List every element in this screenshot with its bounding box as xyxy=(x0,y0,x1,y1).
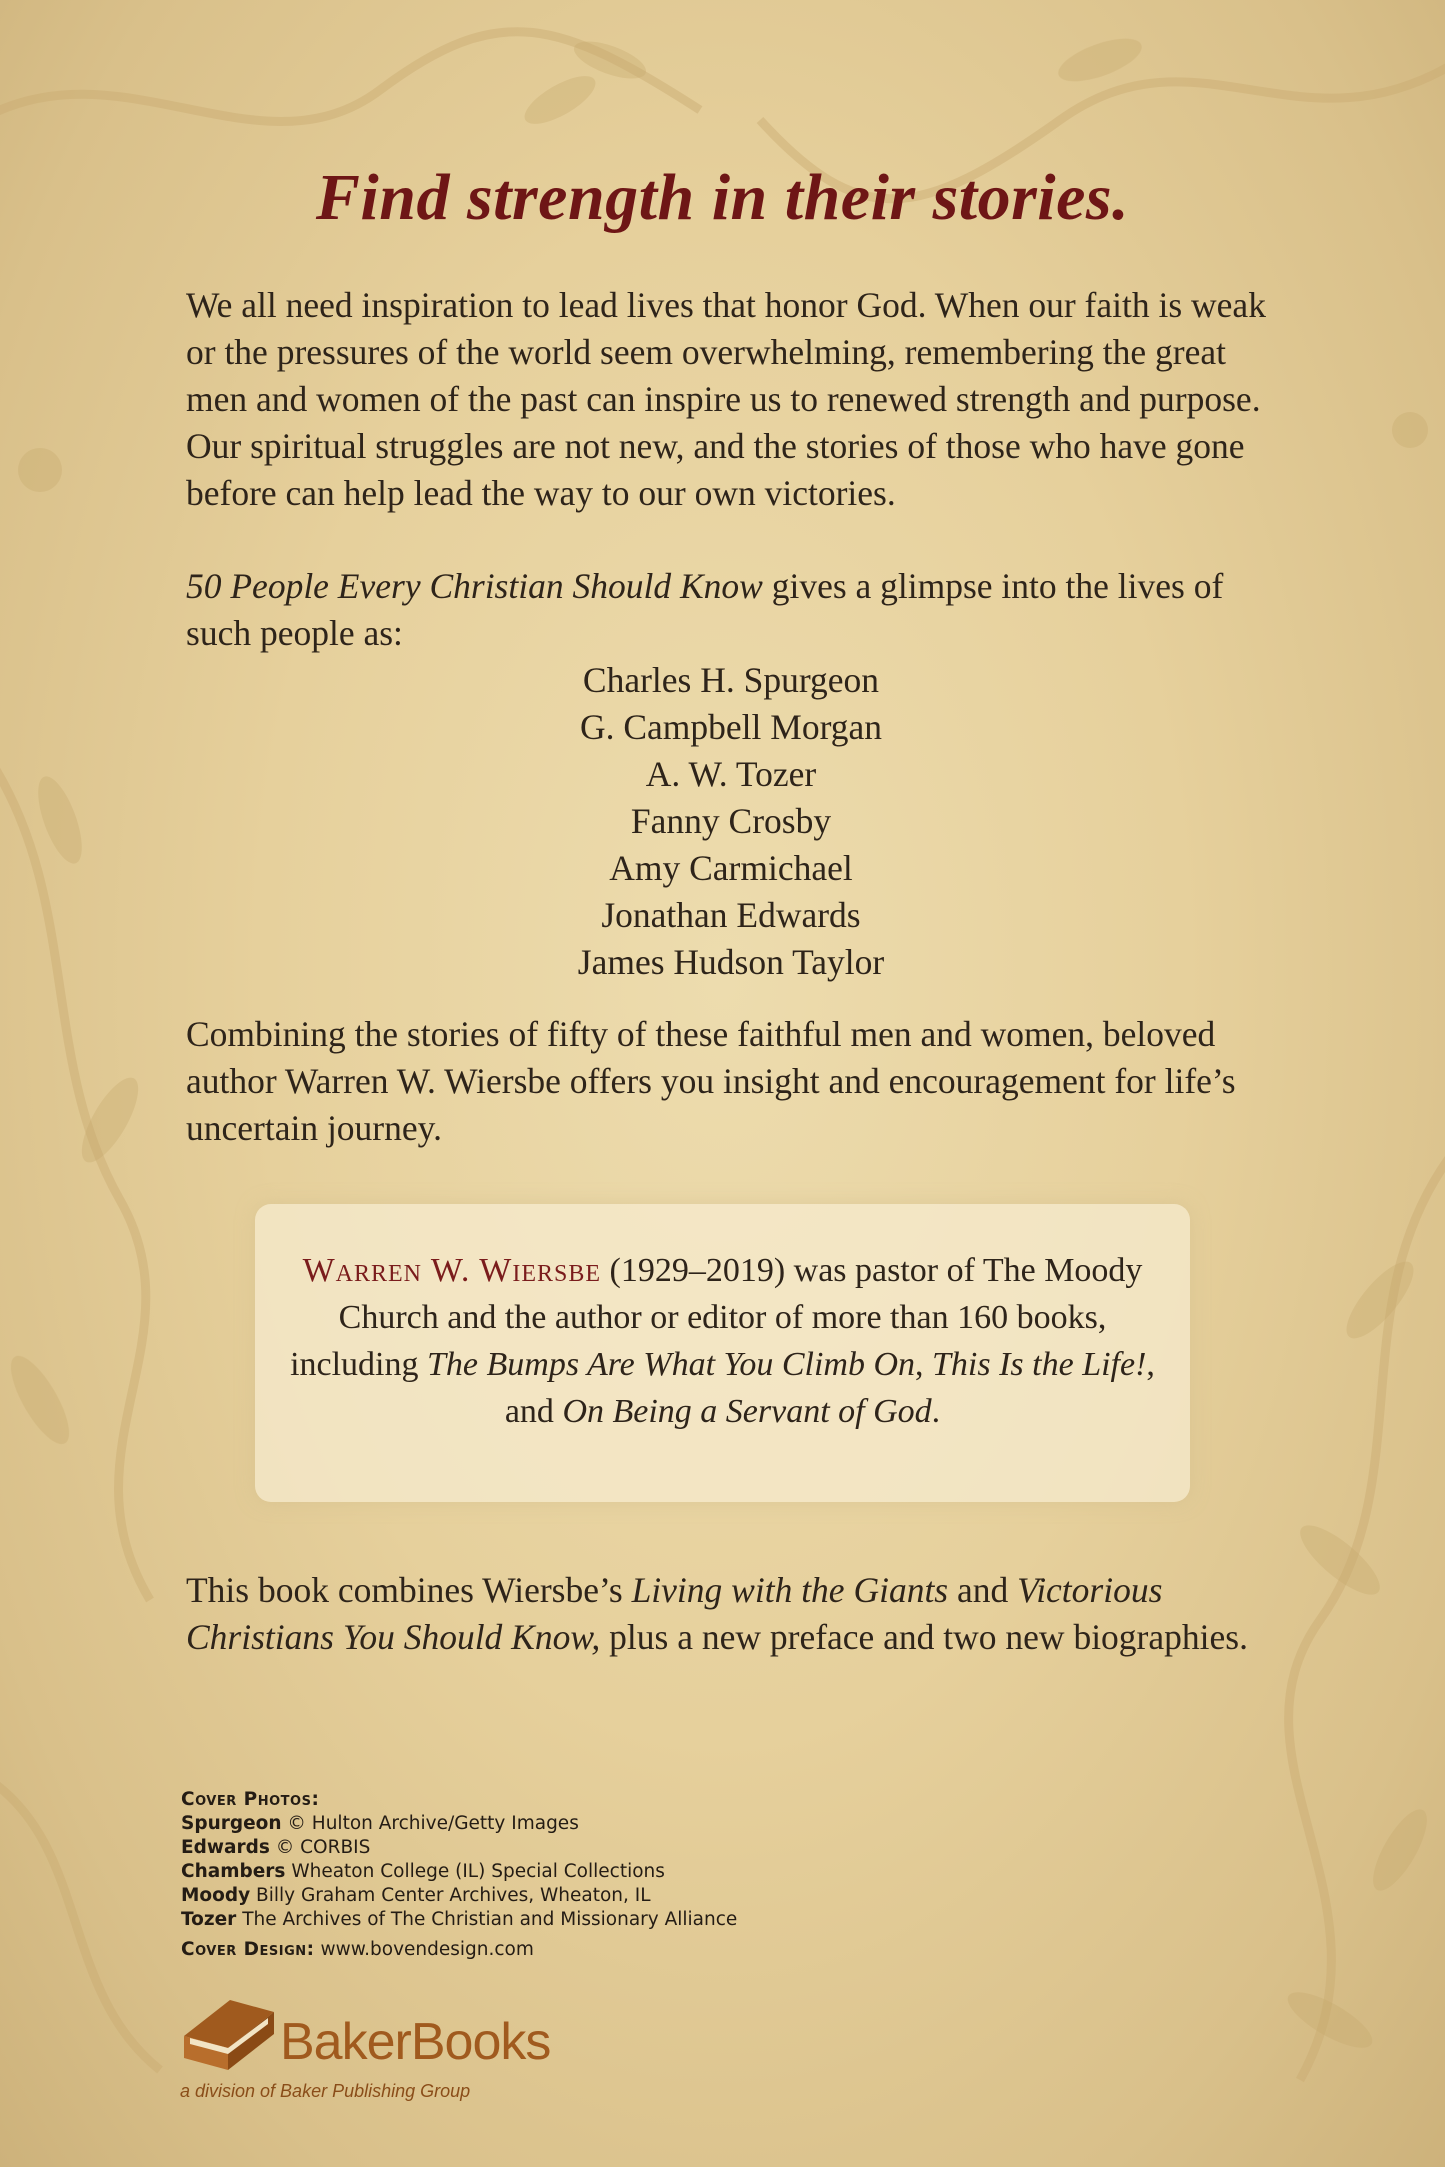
list-item: G. Campbell Morgan xyxy=(579,707,883,747)
list-item: A. W. Tozer xyxy=(645,754,817,794)
credit-source: The Archives of The Christian and Missionary Alliance xyxy=(236,1909,738,1930)
bio-title-3: On Being a Servant of God xyxy=(562,1393,932,1430)
credit-source: © Hulton Archive/Getty Images xyxy=(281,1813,579,1834)
glimpse-text: gives a glimpse into the lives of such people as: xyxy=(186,566,1224,653)
bio-text-1: (1929–2019) was pastor of The Moody Church and the author or editor of more than 160 books, including xyxy=(290,1252,1143,1383)
list-item: Amy Carmichael xyxy=(609,848,853,888)
combines-text-2: and xyxy=(948,1570,1018,1610)
cover-photos-label: Cover Photos: xyxy=(181,1789,320,1810)
cover-design-line xyxy=(181,1938,1081,1962)
photo-credits xyxy=(181,1788,1081,1962)
bio-sep-2: , and xyxy=(504,1346,1155,1430)
cover-design-value: www.bovendesign.com xyxy=(314,1939,534,1960)
combines-text-1: This book combines Wiersbe’s xyxy=(186,1570,632,1610)
people-list xyxy=(186,657,1276,986)
credit-name: Moody xyxy=(181,1885,251,1906)
publisher-name: BakerBooks xyxy=(280,2013,551,2071)
credit-name: Tozer xyxy=(181,1909,237,1930)
bio-title-1: The Bumps Are What You Climb On xyxy=(427,1346,916,1383)
credit-line xyxy=(181,1860,1081,1884)
list-item: Charles H. Spurgeon xyxy=(582,660,880,700)
intro-paragraph: We all need inspiration to lead lives that honor God. When our faith is weak or the pressures of the world seem overwhelming, remembering the great men and women of the past can inspire us to renewed strength and purpose. Our spiritual struggles are not new, and the stories of those who have gone before can help lead the way to our own victories. xyxy=(186,285,1266,513)
credit-name: Spurgeon xyxy=(181,1813,282,1834)
headline: Find strength in their stories. xyxy=(315,161,1130,234)
publisher-logo xyxy=(178,1992,638,2122)
author-bio-box xyxy=(255,1204,1190,1502)
cover-design-label: Cover Design: xyxy=(181,1939,315,1960)
combines-paragraph xyxy=(186,1567,1276,1661)
author-name: Warren W. Wiersbe xyxy=(302,1252,602,1289)
credit-line xyxy=(181,1836,1081,1860)
bio-sep-1: , xyxy=(915,1346,933,1383)
credit-name: Chambers xyxy=(181,1861,286,1882)
bio-title-2: This Is the Life! xyxy=(932,1346,1147,1383)
book-title: 50 People Every Christian Should Know xyxy=(186,566,763,606)
list-item: Jonathan Edwards xyxy=(601,895,861,935)
credit-line xyxy=(181,1812,1081,1836)
combines-text-3: plus a new preface and two new biographies. xyxy=(600,1617,1248,1657)
list-item: James Hudson Taylor xyxy=(577,942,885,982)
credit-line xyxy=(181,1908,1081,1932)
combining-paragraph: Combining the stories of fifty of these faithful men and women, beloved author Warren W. Wiersbe offers you insight and encouragement for life’s uncertain journey. xyxy=(186,1014,1236,1148)
publisher-tagline: a division of Baker Publishing Group xyxy=(180,2081,471,2101)
author-bio-text xyxy=(285,1247,1160,1435)
credit-source: Billy Graham Center Archives, Wheaton, IL xyxy=(250,1885,651,1906)
credit-name: Edwards xyxy=(181,1837,270,1858)
combines-title-1: Living with the Giants xyxy=(631,1570,949,1610)
glimpse-paragraph xyxy=(186,563,1276,657)
book-house-icon xyxy=(178,1992,278,2072)
credit-line xyxy=(181,1884,1081,1908)
bio-end: . xyxy=(931,1393,941,1430)
list-item: Fanny Crosby xyxy=(630,801,832,841)
credit-source: © CORBIS xyxy=(269,1837,371,1858)
combines-title-2: Victorious Christians You Should Know, xyxy=(186,1570,1163,1657)
credit-source: Wheaton College (IL) Special Collections xyxy=(285,1861,665,1882)
